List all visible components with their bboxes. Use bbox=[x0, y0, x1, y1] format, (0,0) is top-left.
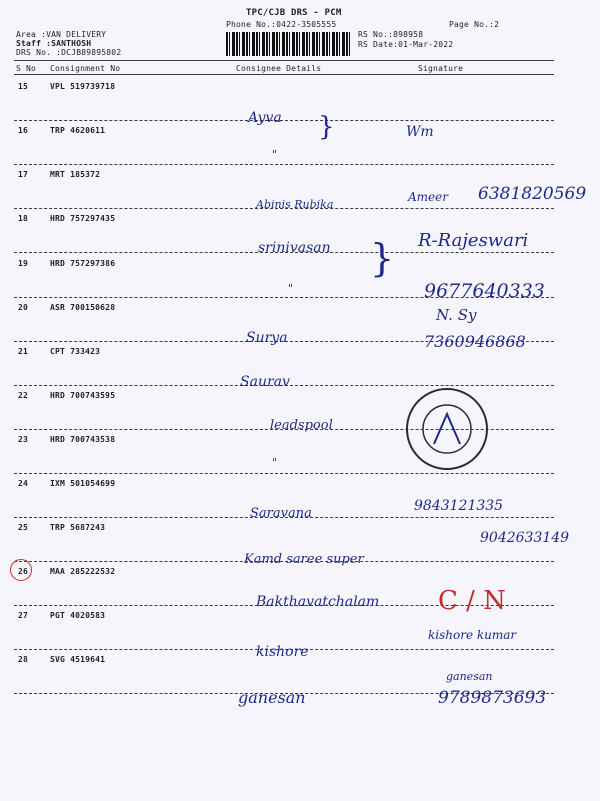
header-rule-bottom bbox=[14, 74, 554, 75]
handwritten-consignee: Saurav bbox=[240, 374, 290, 390]
handwritten-consignee: Surya bbox=[246, 330, 288, 346]
col-consignee-details: Consignee Details bbox=[236, 64, 322, 73]
handwritten-signature: N. Sy bbox=[436, 306, 477, 324]
row-sno: 24 bbox=[18, 479, 29, 488]
row-consignment: SVG 4519641 bbox=[50, 655, 106, 664]
handwritten-consignee: srinivasan bbox=[258, 240, 331, 256]
row-sno: 17 bbox=[18, 170, 29, 179]
handwritten-consignee: kishore bbox=[256, 644, 309, 660]
ditto-mark: " bbox=[272, 148, 278, 161]
col-signature: Signature bbox=[418, 64, 464, 73]
ditto-mark: " bbox=[272, 456, 278, 469]
row-sno: 23 bbox=[18, 435, 29, 444]
handwritten-signature: R-Rajeswari bbox=[418, 230, 529, 251]
brace-mark: } bbox=[318, 112, 335, 142]
row-consignment: VPL 519739718 bbox=[50, 82, 116, 91]
handwritten-phone: 9677640333 bbox=[424, 280, 545, 302]
handwritten-consignee: Ayva bbox=[248, 110, 282, 126]
row-divider bbox=[14, 164, 554, 165]
row-divider bbox=[14, 473, 554, 474]
handwritten-phone: 6381820569 bbox=[478, 184, 587, 204]
handwritten-signature: ganesan bbox=[446, 670, 493, 683]
row-consignment: HRD 700743538 bbox=[50, 435, 116, 444]
handwritten-consignee: leadspool bbox=[270, 418, 333, 433]
area-label: Area :VAN DELIVERY bbox=[16, 30, 107, 39]
row-consignment: HRD 757297386 bbox=[50, 259, 116, 268]
row-consignment: HRD 757297435 bbox=[50, 214, 116, 223]
col-consignment: Consignment No bbox=[50, 64, 121, 73]
handwritten-consignee: Saravana bbox=[250, 506, 312, 521]
row-sno: 16 bbox=[18, 126, 29, 135]
row-consignment: ASR 700150628 bbox=[50, 303, 116, 312]
rs-number: RS No.:898958 bbox=[358, 30, 424, 39]
row-consignment: IXM 501054699 bbox=[50, 479, 116, 488]
row-sno: 22 bbox=[18, 391, 29, 400]
row-consignment: TRP 4620611 bbox=[50, 126, 106, 135]
row-consignment: HRD 700743595 bbox=[50, 391, 116, 400]
row-consignment: MAA 285222532 bbox=[50, 567, 116, 576]
row-divider bbox=[14, 120, 554, 121]
row-sno: 25 bbox=[18, 523, 29, 532]
row-consignment: TRP 5687243 bbox=[50, 523, 106, 532]
handwritten-signature: Wm bbox=[406, 124, 434, 140]
row-sno: 28 bbox=[18, 655, 29, 664]
handwritten-consignee: Abinis Rubika bbox=[256, 198, 334, 211]
barcode bbox=[226, 32, 350, 56]
drs-number: DRS No. :DCJB89895802 bbox=[16, 48, 122, 57]
ditto-mark: " bbox=[288, 282, 294, 295]
page-number: Page No.:2 bbox=[449, 20, 500, 29]
phone-number: Phone No.:0422-3505555 bbox=[226, 20, 337, 29]
handwritten-phone: 9843121335 bbox=[414, 498, 504, 514]
row-consignment: CPT 733423 bbox=[50, 347, 101, 356]
handwritten-phone: 9042633149 bbox=[480, 530, 570, 546]
row-sno: 15 bbox=[18, 82, 29, 91]
staff-label: Staff :SANTHOSH bbox=[16, 39, 92, 48]
handwritten-consignee: ganesan bbox=[238, 688, 306, 707]
handwritten-phone: 7360946868 bbox=[424, 332, 526, 351]
company-seal-stamp bbox=[404, 386, 490, 472]
row-sno: 18 bbox=[18, 214, 29, 223]
row-consignment: MRT 185372 bbox=[50, 170, 101, 179]
handwritten-consignee: Bakthavatchalam bbox=[256, 594, 380, 610]
report-title: TPC/CJB DRS - PCM bbox=[246, 8, 342, 18]
row-sno: 19 bbox=[18, 259, 29, 268]
row-sno: 20 bbox=[18, 303, 29, 312]
row-consignment: PGT 4020583 bbox=[50, 611, 106, 620]
row-sno: 26 bbox=[18, 567, 29, 576]
brace-mark: } bbox=[370, 236, 395, 280]
row-sno: 21 bbox=[18, 347, 29, 356]
handwritten-phone: 9789873693 bbox=[438, 688, 547, 708]
handwritten-signature: kishore kumar bbox=[428, 628, 517, 642]
handwritten-consignee: Kamd saree super bbox=[244, 552, 364, 567]
row-sno: 27 bbox=[18, 611, 29, 620]
col-sno: S No bbox=[16, 64, 37, 73]
handwritten-signature: Ameer bbox=[408, 190, 448, 204]
handwritten-cn-mark: C / N bbox=[438, 586, 506, 616]
header-rule-top bbox=[14, 60, 554, 61]
rs-date: RS Date:01-Mar-2022 bbox=[358, 40, 454, 49]
